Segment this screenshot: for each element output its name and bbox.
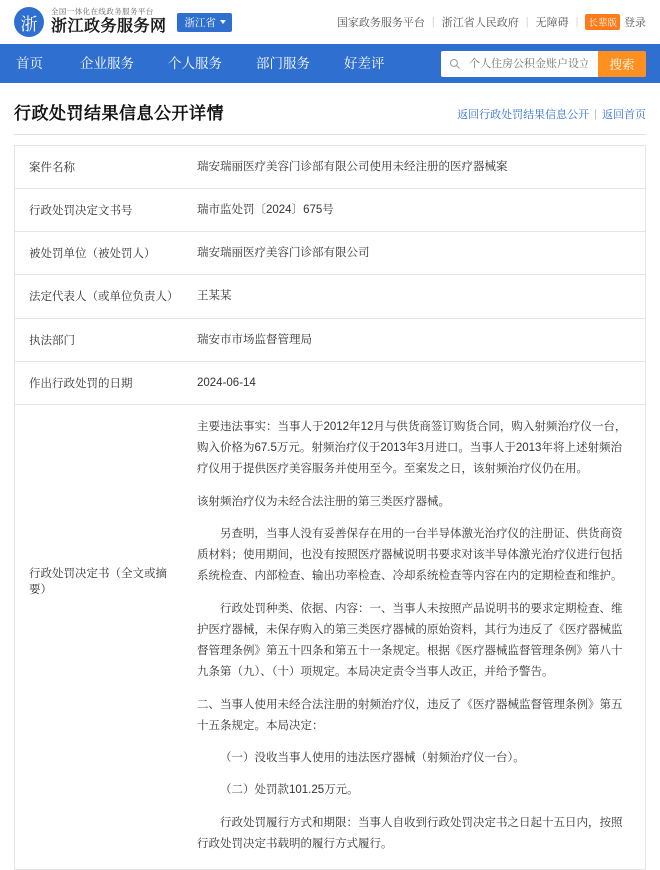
row-label-enforcement-department: 执法部门: [29, 334, 75, 347]
decision-paragraph: 行政处罚种类、依据、内容：一、当事人未按照产品说明书的要求定期检查、维护医疗器械，未保存购入的第三类医疗器械的原始资料，其行为违反了《医疗器械监督管理条例》第五十四条和第五十一条规定。根据《医疗器械监督管理条例》第八十九条第（九）、（十）项规定。本局决定责令当事人改正，并给予警告。: [197, 602, 623, 679]
row-label-decision-text: 行政处罚决定书（全文或摘要）: [29, 567, 167, 596]
nav-item-enterprise-services[interactable]: 企业服务: [80, 56, 134, 71]
decision-paragraph: 该射频治疗仪为未经合法注册的第三类医疗器械。: [197, 495, 450, 508]
row-value-document-number: 瑞市监处罚〔2024〕675号: [197, 204, 334, 217]
search-box[interactable]: [441, 51, 598, 77]
header-divider: [14, 134, 646, 135]
table-row: [15, 319, 645, 362]
row-value-penalized-entity: 瑞安瑞丽医疗美容门诊部有限公司: [197, 247, 370, 260]
table-row-decision: [15, 405, 645, 870]
main-navigation: [0, 44, 660, 83]
table-row: [15, 362, 645, 405]
link-national-platform[interactable]: 国家政务服务平台: [336, 17, 425, 29]
table-row: [15, 275, 645, 318]
link-provincial-government[interactable]: 浙江省人民政府: [441, 17, 519, 29]
divider: |: [431, 16, 435, 28]
nav-item-department-services[interactable]: 部门服务: [256, 56, 310, 71]
top-links: [337, 14, 646, 30]
penalty-detail-table: [14, 145, 646, 870]
link-accessibility[interactable]: 无障碍: [535, 17, 569, 29]
link-back-to-list[interactable]: 返回行政处罚结果信息公开: [457, 109, 590, 121]
decision-paragraph: 另查明，当事人没有妥善保存在用的一台半导体激光治疗仪的注册证、供货商资质材料；使用期间，也没有按照医疗器械说明书要求对该半导体激光治疗仪进行包括系统检查、内部检查、输出功率检查、冷却系统检查等内容在内的定期检查和维护。: [197, 527, 623, 583]
elder-version-badge[interactable]: 长辈版: [585, 14, 620, 30]
row-label-case-name: 案件名称: [29, 162, 75, 175]
logo-title: 浙江政务服务网: [51, 18, 167, 36]
page-title: 行政处罚结果信息公开详情: [14, 104, 224, 123]
site-logo[interactable]: [14, 7, 167, 37]
divider: |: [525, 16, 529, 28]
table-row: [15, 146, 645, 189]
link-back-home[interactable]: 返回首页: [602, 109, 646, 121]
table-row: [15, 232, 645, 275]
row-value-legal-representative: 王某某: [197, 290, 232, 303]
decision-paragraph: （二）处罚款101.25万元。: [220, 784, 359, 797]
chevron-down-icon: [220, 20, 226, 24]
logo-subtitle: 全国一体化在线政务服务平台: [51, 7, 154, 17]
decision-paragraph: 二、当事人使用未经合法注册的射频治疗仪，违反了《医疗器械监督管理条例》第五十五条规定。本局决定：: [197, 698, 623, 732]
row-value-case-name: 瑞安瑞丽医疗美容门诊部有限公司使用未经注册的医疗器械案: [197, 161, 508, 173]
region-label: 浙江省: [184, 16, 217, 29]
divider: |: [575, 16, 579, 28]
page-header-links: [457, 106, 646, 124]
row-value-decision-date: 2024-06-14: [197, 376, 256, 389]
page-header: [0, 83, 660, 134]
divider: |: [594, 108, 597, 120]
region-selector[interactable]: [177, 13, 233, 32]
row-value-decision-text: [183, 405, 645, 870]
link-login[interactable]: 登录: [624, 17, 646, 29]
decision-paragraph: 主要违法事实：当事人于2012年12月与供货商签订购货合同，购入射频治疗仪一台，购入价格为67.5万元。射频治疗仪于2013年3月进口。当事人于2013年将上述射频治疗仪用于提供医疗美容服务并使用至今。至案发之日，该射频治疗仪仍在用。: [197, 420, 627, 476]
logo-mark-icon: 浙: [14, 7, 44, 37]
row-label-legal-representative: 法定代表人（或单位负责人）: [29, 291, 179, 304]
decision-paragraph: 行政处罚履行方式和期限：当事人自收到行政处罚决定书之日起十五日内，按照行政处罚决定书载明的履行方式履行。: [197, 816, 623, 850]
row-value-enforcement-department: 瑞安市市场监督管理局: [197, 333, 312, 346]
search-input[interactable]: [467, 57, 590, 71]
row-label-decision-date: 作出行政处罚的日期: [29, 377, 133, 390]
nav-item-reviews[interactable]: 好差评: [344, 56, 385, 71]
top-utility-bar: [0, 0, 660, 44]
search-icon: [449, 58, 461, 70]
row-label-penalized-entity: 被处罚单位（被处罚人）: [29, 248, 156, 261]
table-row: [15, 189, 645, 232]
decision-paragraph: （一）没收当事人使用的违法医疗器械（射频治疗仪一台）。: [220, 752, 525, 765]
search-button[interactable]: 搜索: [598, 51, 646, 77]
nav-item-home[interactable]: 首页: [16, 56, 43, 71]
nav-item-personal-services[interactable]: 个人服务: [168, 56, 222, 71]
search-area: [441, 51, 646, 77]
row-label-document-number: 行政处罚决定文书号: [29, 205, 133, 218]
